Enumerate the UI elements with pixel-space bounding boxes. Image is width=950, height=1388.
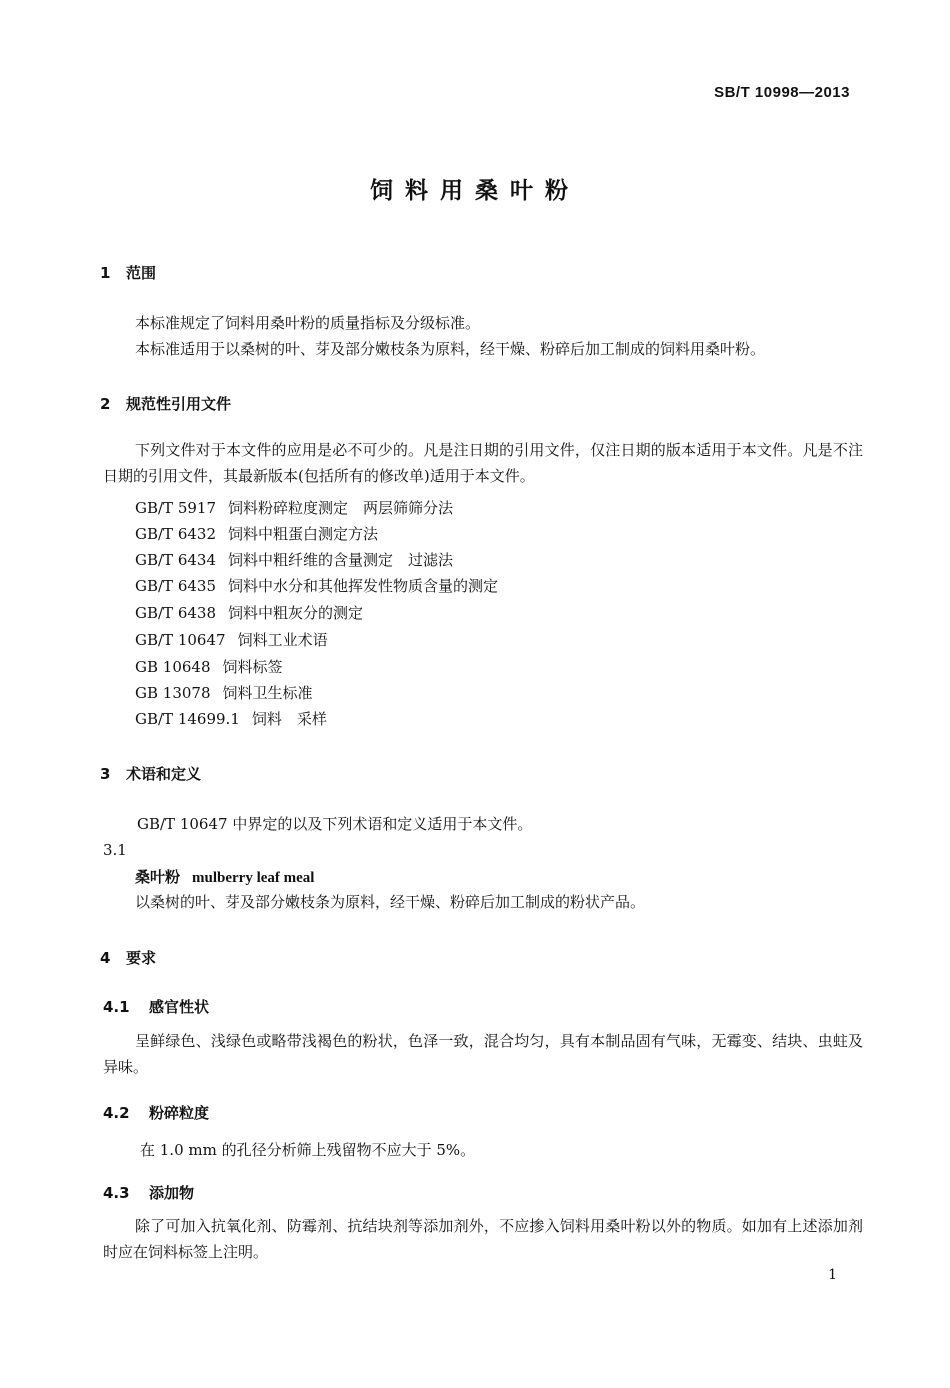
document-title: 饲料用桑叶粉 bbox=[370, 178, 580, 204]
sensory-properties-text: 呈鲜绿色、浅绿色或略带浅褐色的粉状，色泽一致，混合均匀，具有本制品固有气味，无霉变、结块、虫蛀及异味。 bbox=[103, 1032, 863, 1076]
reference-name: 饲料中粗蛋白测定方法 bbox=[228, 525, 379, 543]
reference-item bbox=[135, 523, 378, 544]
page-number: 1 bbox=[828, 1267, 837, 1283]
subsection-4-1-heading bbox=[103, 996, 209, 1017]
reference-code: GB/T 5917 bbox=[135, 499, 217, 517]
normative-references-intro: 下列文件对于本文件的应用是必不可少的。凡是注日期的引用文件，仅注日期的版本适用于本文件。凡是不注日期的引用文件，其最新版本(包括所有的修改单)适用于本文件。 bbox=[103, 441, 863, 485]
reference-item bbox=[135, 549, 453, 570]
subsection-title: 感官性状 bbox=[149, 998, 210, 1016]
additives-text: 除了可加入抗氧化剂、防霉剂、抗结块剂等添加剂外，不应掺入饲料用桑叶粉以外的物质。如加有上述添加剂时应在饲料标签上注明。 bbox=[103, 1217, 863, 1261]
reference-name: 饲料中粗灰分的测定 bbox=[228, 604, 364, 622]
subsection-title: 添加物 bbox=[149, 1184, 195, 1202]
reference-code: GB 10648 bbox=[135, 658, 211, 676]
section-number: 2 bbox=[100, 395, 111, 413]
reference-name: 饲料中粗纤维的含量测定 过滤法 bbox=[228, 551, 454, 569]
section-4-heading bbox=[100, 947, 156, 968]
reference-code: GB/T 6432 bbox=[135, 525, 217, 543]
subsection-number: 4.2 bbox=[103, 1104, 130, 1122]
reference-name: 饲料卫生标准 bbox=[222, 684, 313, 702]
reference-name: 饲料粉碎粒度测定 两层筛筛分法 bbox=[228, 499, 454, 517]
reference-item bbox=[135, 629, 328, 650]
subsection-4-2-heading bbox=[103, 1102, 209, 1123]
term-english: mulberry leaf meal bbox=[192, 870, 315, 886]
section-3-heading bbox=[100, 763, 201, 784]
reference-item bbox=[135, 708, 327, 729]
scope-paragraph-1: 本标准规定了饲料用桑叶粉的质量指标及分级标准。 bbox=[135, 314, 481, 332]
reference-item bbox=[135, 602, 363, 623]
scope-paragraph-2: 本标准适用于以桑树的叶、芽及部分嫩枝条为原料，经干燥、粉碎后加工制成的饲料用桑叶粉。 bbox=[135, 340, 766, 358]
standard-code: SB/T 10998—2013 bbox=[714, 84, 850, 101]
section-title: 规范性引用文件 bbox=[126, 395, 232, 413]
subsection-title: 粉碎粒度 bbox=[149, 1104, 210, 1122]
reference-name: 饲料标签 bbox=[222, 658, 283, 676]
reference-name: 饲料中水分和其他挥发性物质含量的测定 bbox=[228, 577, 499, 595]
section-title: 术语和定义 bbox=[126, 765, 202, 783]
terms-intro: GB/T 10647 中界定的以及下列术语和定义适用于本文件。 bbox=[137, 815, 533, 833]
section-title: 要求 bbox=[126, 949, 157, 967]
section-1-heading bbox=[100, 262, 156, 283]
subsection-number: 4.3 bbox=[103, 1184, 130, 1202]
section-number: 3 bbox=[100, 765, 111, 783]
reference-code: GB/T 14699.1 bbox=[135, 710, 240, 728]
section-title: 范围 bbox=[126, 264, 157, 282]
section-number: 1 bbox=[100, 264, 111, 282]
reference-name: 饲料工业术语 bbox=[237, 631, 328, 649]
term-chinese: 桑叶粉 bbox=[135, 868, 181, 886]
reference-item bbox=[135, 682, 313, 703]
reference-item bbox=[135, 656, 283, 677]
section-number: 4 bbox=[100, 949, 111, 967]
term-definition: 以桑树的叶、芽及部分嫩枝条为原料，经干燥、粉碎后加工制成的粉状产品。 bbox=[135, 893, 646, 911]
reference-code: GB/T 6438 bbox=[135, 604, 217, 622]
reference-item bbox=[135, 575, 498, 596]
section-2-heading bbox=[100, 393, 231, 414]
reference-code: GB 13078 bbox=[135, 684, 211, 702]
reference-item bbox=[135, 497, 453, 518]
reference-code: GB/T 6434 bbox=[135, 551, 217, 569]
reference-code: GB/T 6435 bbox=[135, 577, 217, 595]
particle-size-text: 在 1.0 mm 的孔径分析筛上残留物不应大于 5%。 bbox=[140, 1141, 476, 1159]
reference-name: 饲料 采样 bbox=[251, 710, 327, 728]
term-number: 3.1 bbox=[103, 841, 127, 859]
subsection-4-3-heading bbox=[103, 1182, 194, 1203]
term-heading bbox=[135, 866, 314, 887]
reference-code: GB/T 10647 bbox=[135, 631, 226, 649]
subsection-number: 4.1 bbox=[103, 998, 130, 1016]
